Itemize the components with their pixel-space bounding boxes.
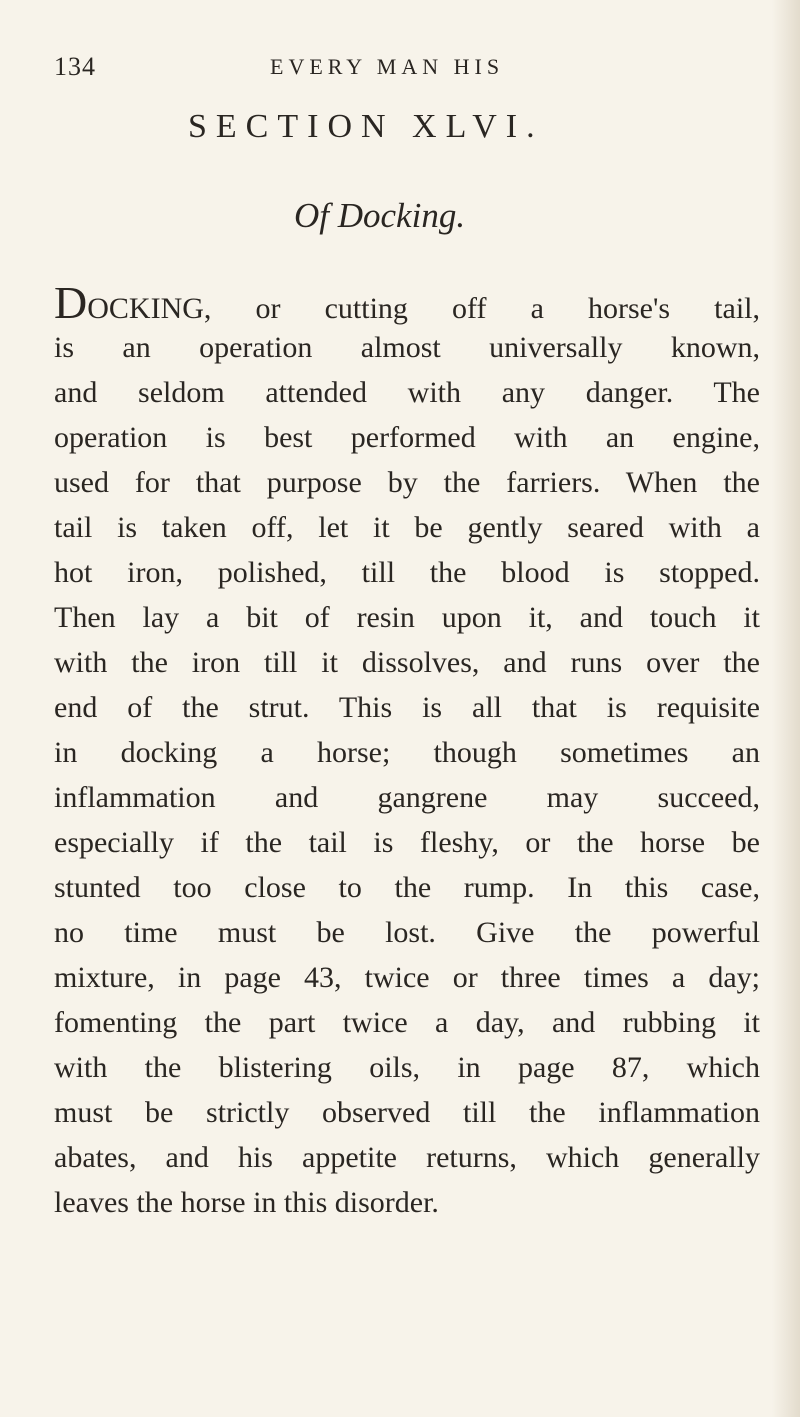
text-line: abates, and his appetite returns, which generally <box>54 1141 760 1174</box>
text-line: tail is taken off, let it be gently seared with a <box>54 511 760 544</box>
text-line: stunted too close to the rump. In this case, <box>54 871 760 904</box>
text-line: mixture, in page 43, twice or three times a day; <box>54 961 760 994</box>
text-line: inflammation and gangrene may succeed, <box>54 781 760 814</box>
body-paragraph <box>54 277 760 1225</box>
text-line: in docking a horse; though sometimes an <box>54 736 760 769</box>
page-edge-shadow <box>772 0 800 1417</box>
text-line: hot iron, polished, till the blood is stopped. <box>54 556 760 589</box>
drop-cap: D <box>54 277 88 328</box>
text-line-1-rest: OCKING, or cutting off a horse's tail, <box>87 292 760 325</box>
text-line: with the iron till it dissolves, and runs over the <box>54 646 760 679</box>
running-title: EVERY MAN HIS <box>270 54 505 79</box>
text-line: Then lay a bit of resin upon it, and touch it <box>54 601 760 634</box>
text-line-last: leaves the horse in this disorder. <box>54 1186 439 1219</box>
text-line-1 <box>54 277 760 328</box>
section-subtitle: Of Docking. <box>294 196 466 235</box>
text-line: end of the strut. This is all that is requisite <box>54 691 760 724</box>
page-number: 134 <box>54 52 96 81</box>
text-line: operation is best performed with an engine, <box>54 421 760 454</box>
text-line: and seldom attended with any danger. The <box>54 376 760 409</box>
text-line: with the blistering oils, in page 87, which <box>54 1051 760 1084</box>
section-heading: SECTION XLVI. <box>188 108 544 145</box>
text-line: used for that purpose by the farriers. When the <box>54 466 760 499</box>
text-line: no time must be lost. Give the powerful <box>54 916 760 949</box>
running-head <box>54 52 754 86</box>
text-line: is an operation almost universally known, <box>54 331 760 364</box>
text-line: especially if the tail is fleshy, or the horse be <box>54 826 760 859</box>
text-line: must be strictly observed till the inflammation <box>54 1096 760 1129</box>
text-line: fomenting the part twice a day, and rubbing it <box>54 1006 760 1039</box>
